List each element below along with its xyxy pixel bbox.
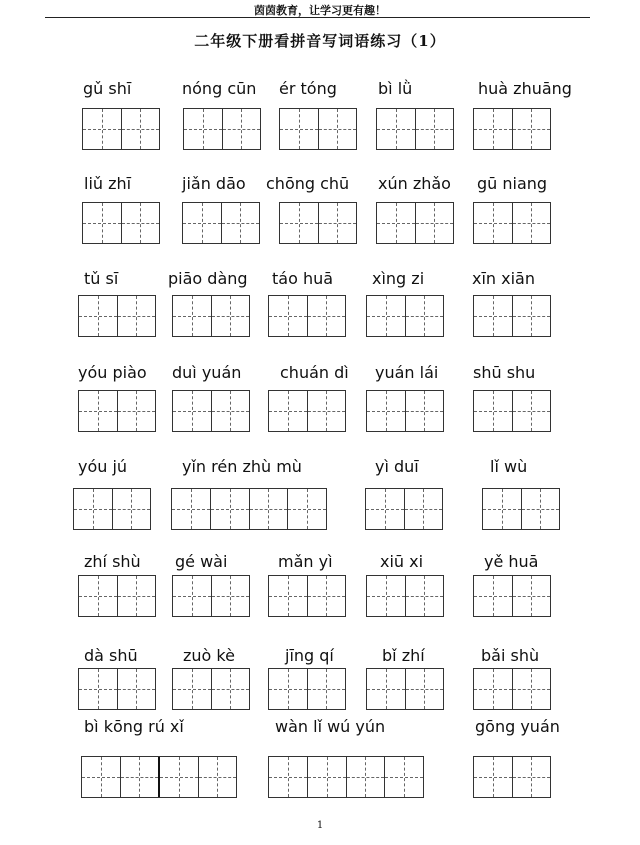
tianzige-cell[interactable] (79, 391, 117, 431)
pinyin-label-7-2: gōng yuán (475, 717, 560, 736)
writing-grid-3-1[interactable] (172, 390, 250, 432)
tianzige-cell[interactable] (474, 109, 512, 149)
tianzige-cell[interactable] (74, 489, 112, 529)
tianzige-cell[interactable] (184, 109, 222, 149)
pinyin-label-2-1: piāo dàng (168, 269, 248, 288)
tianzige-cell[interactable] (318, 203, 357, 243)
pinyin-label-4-3: lǐ wù (490, 457, 528, 476)
tianzige-cell[interactable] (112, 489, 151, 529)
tianzige-cell[interactable] (512, 757, 551, 797)
tianzige-cell[interactable] (269, 669, 307, 709)
pinyin-label-2-0: tǔ sī (84, 269, 119, 288)
tianzige-cell[interactable] (512, 669, 551, 709)
writing-grid-6-1[interactable] (172, 668, 250, 710)
writing-grid-7-0[interactable] (81, 756, 237, 798)
writing-grid-4-1[interactable] (171, 488, 327, 530)
writing-grid-6-4[interactable] (473, 668, 551, 710)
pinyin-label-6-0: dà shū (84, 646, 138, 665)
pinyin-label-1-0: liǔ zhī (84, 174, 132, 193)
tianzige-cell[interactable] (367, 296, 405, 336)
writing-grid-1-0[interactable] (82, 202, 160, 244)
pinyin-label-0-4: huà zhuāng (478, 79, 572, 98)
writing-grid-6-2[interactable] (268, 668, 346, 710)
writing-grid-2-4[interactable] (473, 295, 551, 337)
tianzige-cell[interactable] (79, 669, 117, 709)
tianzige-cell[interactable] (287, 489, 326, 529)
tianzige-cell[interactable] (158, 757, 198, 797)
writing-grid-1-1[interactable] (182, 202, 260, 244)
pinyin-label-7-0: bì kōng rú xǐ (84, 717, 184, 736)
tianzige-cell[interactable] (210, 489, 249, 529)
tianzige-cell[interactable] (307, 296, 346, 336)
pinyin-label-0-2: ér tóng (279, 79, 337, 98)
tianzige-cell[interactable] (415, 109, 454, 149)
tianzige-cell[interactable] (82, 757, 120, 797)
writing-grid-5-4[interactable] (473, 575, 551, 617)
tianzige-cell[interactable] (521, 489, 560, 529)
tianzige-cell[interactable] (307, 669, 346, 709)
pinyin-label-5-1: gé wài (175, 552, 228, 571)
writing-grid-5-3[interactable] (366, 575, 444, 617)
tianzige-cell[interactable] (384, 757, 423, 797)
writing-grid-4-2[interactable] (365, 488, 443, 530)
pinyin-label-4-0: yóu jú (78, 457, 128, 476)
tianzige-cell[interactable] (183, 203, 221, 243)
tianzige-cell[interactable] (173, 669, 211, 709)
pinyin-label-5-4: yě huā (484, 552, 539, 571)
tianzige-cell[interactable] (172, 489, 210, 529)
pinyin-label-6-2: jīng qí (285, 646, 334, 665)
tianzige-cell[interactable] (280, 203, 318, 243)
tianzige-cell[interactable] (79, 576, 117, 616)
writing-grid-7-1[interactable] (268, 756, 424, 798)
pinyin-label-5-2: mǎn yì (278, 552, 333, 571)
tianzige-cell[interactable] (198, 757, 237, 797)
pinyin-label-3-3: yuán lái (375, 363, 439, 382)
pinyin-label-3-1: duì yuán (172, 363, 242, 382)
tianzige-cell[interactable] (474, 296, 512, 336)
tianzige-cell[interactable] (512, 576, 551, 616)
tianzige-cell[interactable] (307, 757, 346, 797)
tianzige-cell[interactable] (269, 296, 307, 336)
tianzige-cell[interactable] (367, 669, 405, 709)
tianzige-cell[interactable] (211, 669, 250, 709)
writing-grid-7-2[interactable] (473, 756, 551, 798)
writing-grid-0-4[interactable] (473, 108, 551, 150)
pinyin-label-3-2: chuán dì (280, 363, 349, 382)
tianzige-cell[interactable] (211, 391, 250, 431)
writing-grid-1-2[interactable] (279, 202, 357, 244)
writing-grid-0-0[interactable] (82, 108, 160, 150)
tianzige-cell[interactable] (377, 203, 415, 243)
tianzige-cell[interactable] (173, 296, 211, 336)
writing-grid-5-1[interactable] (172, 575, 250, 617)
pinyin-label-0-3: bì lǜ (378, 79, 413, 98)
tianzige-cell[interactable] (367, 576, 405, 616)
tianzige-cell[interactable] (474, 576, 512, 616)
writing-grid-2-1[interactable] (172, 295, 250, 337)
tianzige-cell[interactable] (512, 203, 551, 243)
pinyin-label-6-3: bǐ zhí (382, 646, 425, 665)
pinyin-label-1-1: jiǎn dāo (182, 174, 246, 193)
tianzige-cell[interactable] (307, 576, 346, 616)
pinyin-label-5-0: zhí shù (84, 552, 141, 571)
tianzige-cell[interactable] (211, 576, 250, 616)
writing-grid-3-2[interactable] (268, 390, 346, 432)
tianzige-cell[interactable] (474, 391, 512, 431)
pinyin-label-7-1: wàn lǐ wú yún (275, 717, 386, 736)
header-tagline: 茵茵教育，让学习更有趣！ (254, 4, 386, 17)
tianzige-cell[interactable] (346, 757, 385, 797)
tianzige-cell[interactable] (211, 296, 250, 336)
pinyin-label-6-1: zuò kè (183, 646, 235, 665)
tianzige-cell[interactable] (117, 669, 156, 709)
pinyin-label-6-4: bǎi shù (481, 646, 540, 665)
tianzige-cell[interactable] (121, 203, 160, 243)
writing-grid-0-3[interactable] (376, 108, 454, 150)
writing-grid-3-4[interactable] (473, 390, 551, 432)
tianzige-cell[interactable] (269, 391, 307, 431)
tianzige-cell[interactable] (367, 391, 405, 431)
tianzige-cell[interactable] (173, 391, 211, 431)
tianzige-cell[interactable] (405, 391, 444, 431)
writing-grid-1-4[interactable] (473, 202, 551, 244)
writing-grid-4-3[interactable] (482, 488, 560, 530)
tianzige-cell[interactable] (512, 391, 551, 431)
tianzige-cell[interactable] (117, 296, 156, 336)
pinyin-label-1-4: gū niang (477, 174, 548, 193)
tianzige-cell[interactable] (121, 109, 160, 149)
writing-grid-2-0[interactable] (78, 295, 156, 337)
tianzige-cell[interactable] (404, 489, 443, 529)
tianzige-cell[interactable] (474, 203, 512, 243)
tianzige-cell[interactable] (474, 757, 512, 797)
tianzige-cell[interactable] (483, 489, 521, 529)
writing-grid-5-2[interactable] (268, 575, 346, 617)
writing-grid-0-1[interactable] (183, 108, 261, 150)
tianzige-cell[interactable] (120, 757, 159, 797)
tianzige-cell[interactable] (269, 576, 307, 616)
pinyin-label-4-2: yì duī (375, 457, 419, 476)
tianzige-cell[interactable] (512, 109, 551, 149)
tianzige-cell[interactable] (318, 109, 357, 149)
pinyin-label-5-3: xiū xi (380, 552, 424, 571)
tianzige-cell[interactable] (117, 391, 156, 431)
tianzige-cell[interactable] (474, 669, 512, 709)
pinyin-label-2-3: xìng zi (372, 269, 425, 288)
writing-grid-3-3[interactable] (366, 390, 444, 432)
page-number: 1 (316, 820, 324, 831)
writing-grid-3-0[interactable] (78, 390, 156, 432)
tianzige-cell[interactable] (415, 203, 454, 243)
pinyin-label-2-4: xīn xiān (472, 269, 535, 288)
pinyin-label-4-1: yǐn rén zhù mù (182, 457, 302, 476)
writing-grid-6-3[interactable] (366, 668, 444, 710)
pinyin-label-0-0: gǔ shī (83, 79, 132, 98)
tianzige-cell[interactable] (269, 757, 307, 797)
tianzige-cell[interactable] (83, 109, 121, 149)
pinyin-label-3-4: shū shu (473, 363, 536, 382)
tianzige-cell[interactable] (83, 203, 121, 243)
writing-grid-2-2[interactable] (268, 295, 346, 337)
tianzige-cell[interactable] (405, 576, 444, 616)
tianzige-cell[interactable] (249, 489, 288, 529)
tianzige-cell[interactable] (79, 296, 117, 336)
tianzige-cell[interactable] (377, 109, 415, 149)
tianzige-cell[interactable] (307, 391, 346, 431)
tianzige-cell[interactable] (221, 203, 260, 243)
pinyin-label-2-2: táo huā (272, 269, 334, 288)
writing-grid-4-0[interactable] (73, 488, 151, 530)
tianzige-cell[interactable] (280, 109, 318, 149)
tianzige-cell[interactable] (173, 576, 211, 616)
tianzige-cell[interactable] (405, 669, 444, 709)
pinyin-label-1-3: xún zhǎo (378, 174, 451, 193)
writing-grid-2-3[interactable] (366, 295, 444, 337)
tianzige-cell[interactable] (512, 296, 551, 336)
tianzige-cell[interactable] (222, 109, 261, 149)
pinyin-label-0-1: nóng cūn (182, 79, 257, 98)
writing-grid-0-2[interactable] (279, 108, 357, 150)
page-title: 二年级下册看拼音写词语练习（1） (194, 32, 446, 50)
tianzige-cell[interactable] (405, 296, 444, 336)
writing-grid-1-3[interactable] (376, 202, 454, 244)
pinyin-label-1-2: chōng chū (266, 174, 350, 193)
pinyin-label-3-0: yóu piào (78, 363, 147, 382)
writing-grid-6-0[interactable] (78, 668, 156, 710)
tianzige-cell[interactable] (366, 489, 404, 529)
writing-grid-5-0[interactable] (78, 575, 156, 617)
tianzige-cell[interactable] (117, 576, 156, 616)
